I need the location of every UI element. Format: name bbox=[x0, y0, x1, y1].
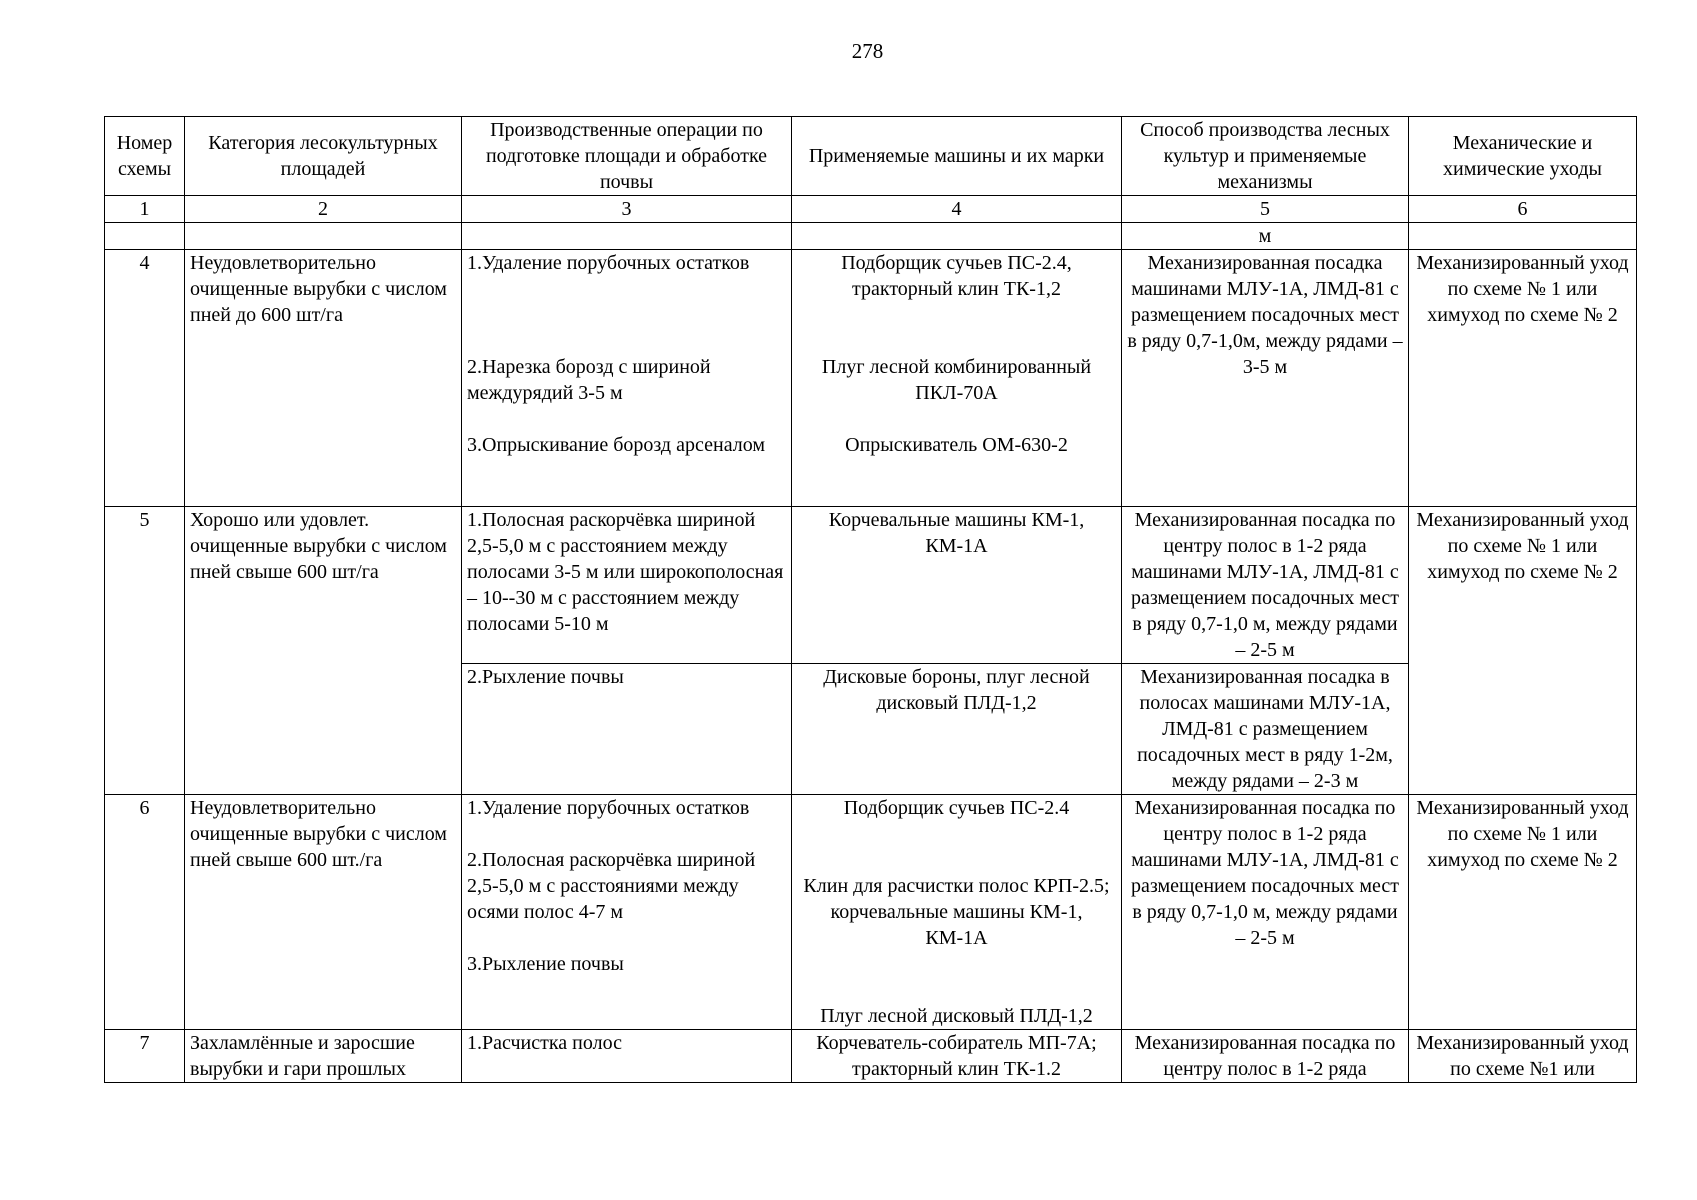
method-cell: Механизированная посадка по центру полос в 1-2 ряда машинами МЛУ-1А, ЛМД-81 с размещением посадочных мест в ряду 0,7-1,0 м, между рядами – 2-5 м bbox=[1122, 795, 1409, 1030]
care-cell: Механизированный уход по схеме № 1 или химуход по схеме № 2 bbox=[1409, 795, 1637, 1030]
category-cell: Неудовлетворительно очищенные вырубки с числом пней свыше 600 шт./га bbox=[185, 795, 462, 1030]
column-number: 3 bbox=[462, 196, 792, 223]
scheme-number: 6 bbox=[105, 795, 185, 1030]
operation-item: 2.Полосная раскорчёвка шириной 2,5-5,0 м с расстояниями между осями полос 4-7 м bbox=[467, 849, 756, 923]
category-cell: Хорошо или удовлет. очищенные вырубки с числом пней свыше 600 шт/га bbox=[185, 507, 462, 795]
header-row bbox=[105, 117, 1637, 196]
machines-cell bbox=[792, 250, 1122, 507]
care-cell: Механизированный уход по схеме № 1 или химуход по схеме № 2 bbox=[1409, 250, 1637, 507]
header-scheme-number: Номер схемы bbox=[105, 117, 185, 196]
table-row-scheme-5 bbox=[105, 507, 1637, 664]
column-number: 1 bbox=[105, 196, 185, 223]
category-cell: Неудовлетворительно очищенные вырубки с числом пней до 600 шт/га bbox=[185, 250, 462, 507]
operations-cell: 1.Полосная раскорчёвка шириной 2,5-5,0 м с расстоянием между полосами 3-5 м или широкополосная – 10--30 м с расстоянием между полосами 5-10 м bbox=[462, 507, 792, 664]
continuation-text: м bbox=[1122, 223, 1409, 250]
machine-item: Клин для расчистки полос КРП-2.5; корчевальные машины КМ-1, КМ-1А bbox=[803, 875, 1110, 949]
machines-cell: Корчеватель-собиратель МП-7А; тракторный клин ТК-1.2 bbox=[792, 1030, 1122, 1083]
header-method: Способ производства лесных культур и применяемые механизмы bbox=[1122, 117, 1409, 196]
header-care: Механические и химические уходы bbox=[1409, 117, 1637, 196]
operations-cell: 1.Расчистка полос bbox=[462, 1030, 792, 1083]
table-row-scheme-6 bbox=[105, 795, 1637, 1030]
table-row-scheme-7 bbox=[105, 1030, 1637, 1083]
scheme-number: 5 bbox=[105, 507, 185, 795]
header-category: Категория лесокультурных площадей bbox=[185, 117, 462, 196]
care-cell: Механизированный уход по схеме № 1 или химуход по схеме № 2 bbox=[1409, 507, 1637, 795]
operation-item: 1.Удаление порубочных остатков bbox=[467, 252, 750, 274]
care-cell: Механизированный уход по схеме №1 или bbox=[1409, 1030, 1637, 1083]
machine-item: Подборщик сучьев ПС-2.4, тракторный клин ТК-1,2 bbox=[841, 252, 1072, 300]
column-number: 5 bbox=[1122, 196, 1409, 223]
method-cell: Механизированная посадка в полосах машинами МЛУ-1А, ЛМД-81 с размещением посадочных мест в ряду 1-2м, между рядами – 2-3 м bbox=[1122, 664, 1409, 795]
operations-cell bbox=[462, 250, 792, 507]
operation-item: 3.Рыхление почвы bbox=[467, 953, 624, 975]
machines-cell: Корчевальные машины КМ-1, КМ-1А bbox=[792, 507, 1122, 664]
machine-item: Опрыскиватель ОМ-630-2 bbox=[845, 434, 1068, 456]
continuation-row bbox=[105, 223, 1637, 250]
table-row-scheme-4 bbox=[105, 250, 1637, 507]
header-machines: Применяемые машины и их марки bbox=[792, 117, 1122, 196]
scheme-number: 4 bbox=[105, 250, 185, 507]
method-cell: Механизированная посадка по центру полос в 1-2 ряда bbox=[1122, 1030, 1409, 1083]
column-number-row bbox=[105, 196, 1637, 223]
machines-cell: Дисковые бороны, плуг лесной дисковый ПЛД-1,2 bbox=[792, 664, 1122, 795]
header-operations: Производственные операции по подготовке площади и обработке почвы bbox=[462, 117, 792, 196]
machine-item: Плуг лесной комбинированный ПКЛ-70А bbox=[821, 356, 1092, 404]
scheme-number: 7 bbox=[105, 1030, 185, 1083]
column-number: 6 bbox=[1409, 196, 1637, 223]
method-cell: Механизированная посадка машинами МЛУ-1А, ЛМД-81 с размещением посадочных мест в ряду 0,7-1,0м, между рядами – 3-5 м bbox=[1122, 250, 1409, 507]
operation-item: 3.Опрыскивание борозд арсеналом bbox=[467, 434, 765, 456]
column-number: 4 bbox=[792, 196, 1122, 223]
column-number: 2 bbox=[185, 196, 462, 223]
machine-item: Плуг лесной дисковый ПЛД-1,2 bbox=[820, 1005, 1093, 1027]
page-number: 278 bbox=[851, 39, 884, 63]
machine-item: Подборщик сучьев ПС-2.4 bbox=[843, 797, 1070, 819]
operations-cell: 2.Рыхление почвы bbox=[462, 664, 792, 795]
category-cell: Захламлённые и заросшие вырубки и гари прошлых bbox=[185, 1030, 462, 1083]
machines-cell bbox=[792, 795, 1122, 1030]
operations-cell bbox=[462, 795, 792, 1030]
method-cell: Механизированная посадка по центру полос в 1-2 ряда машинами МЛУ-1А, ЛМД-81 с размещением посадочных мест в ряду 0,7-1,0 м, между рядами – 2-5 м bbox=[1122, 507, 1409, 664]
operation-item: 1.Удаление порубочных остатков bbox=[467, 797, 750, 819]
forest-culture-table bbox=[104, 116, 1637, 1083]
operation-item: 2.Нарезка борозд с шириной междурядий 3-5 м bbox=[467, 356, 711, 404]
